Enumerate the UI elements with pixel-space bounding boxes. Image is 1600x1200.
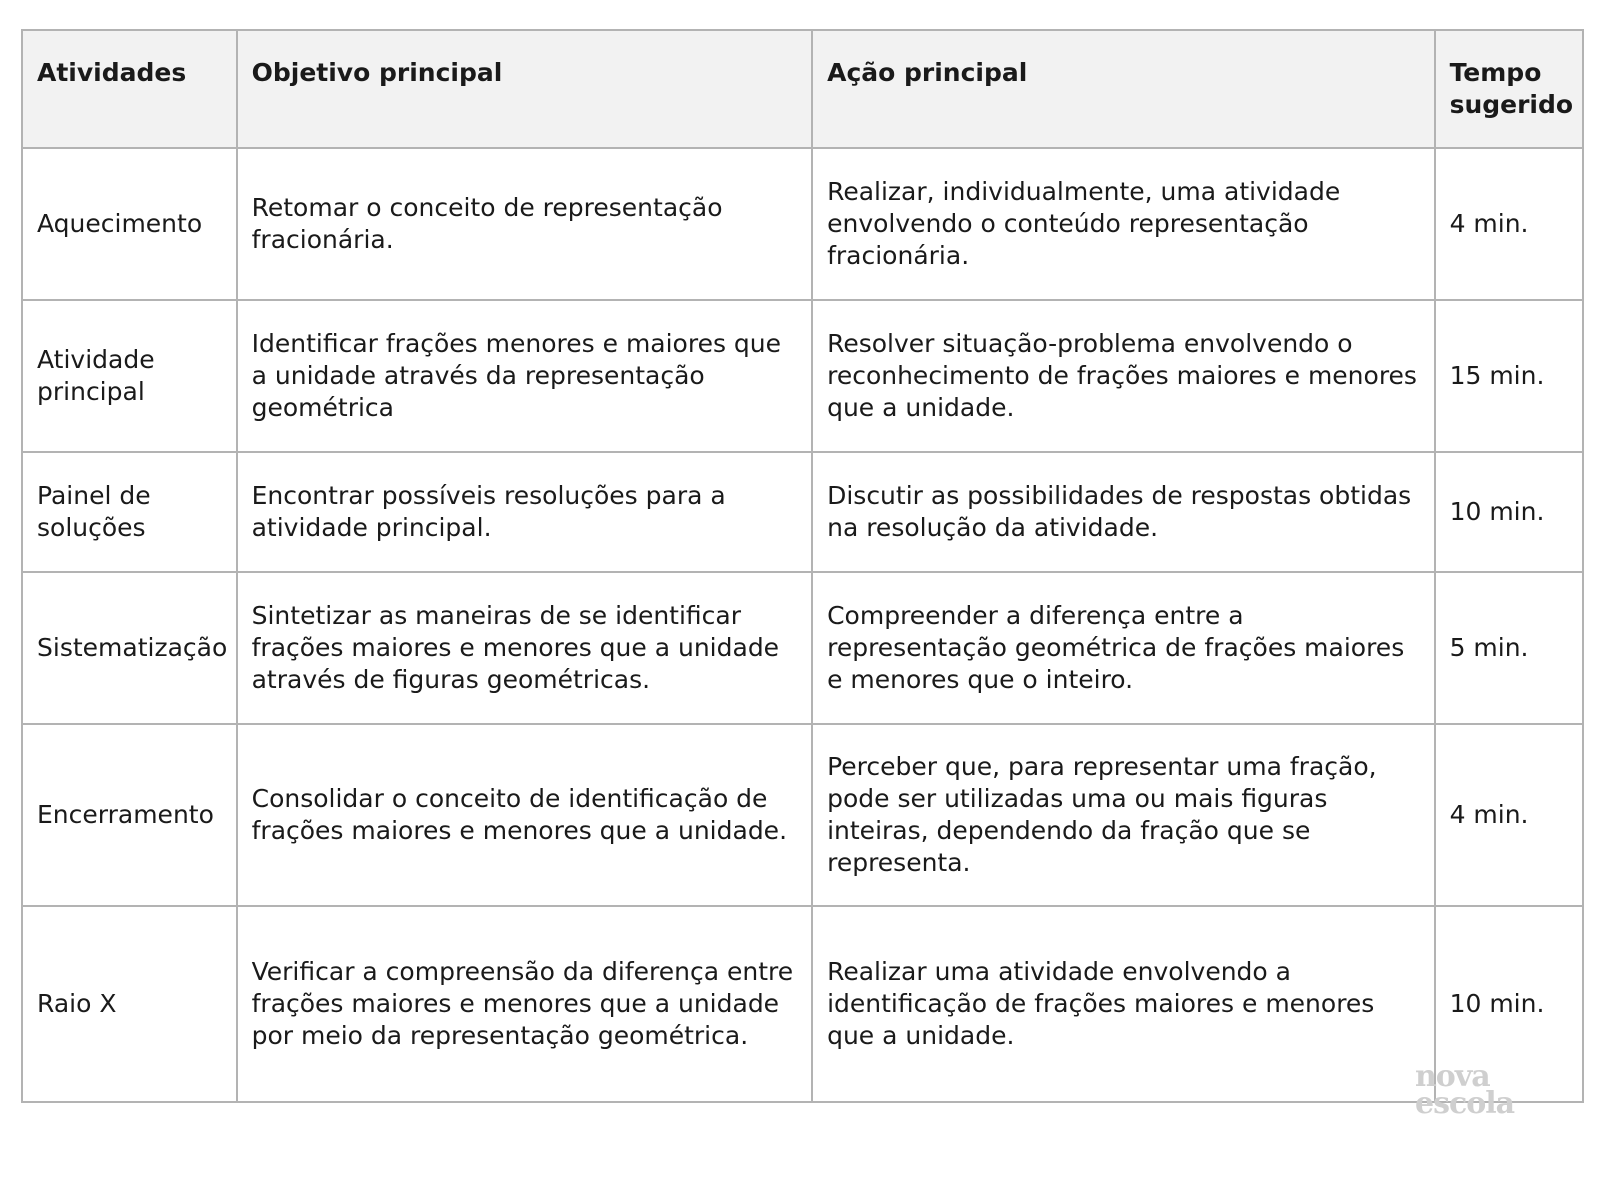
objective-cell: Consolidar o conceito de identificação de frações maiores e menores que a unidade.: [237, 724, 812, 906]
action-cell: Resolver situação-problema envolvendo o reconhecimento de frações maiores e menores que a unidade.: [812, 300, 1434, 452]
table-row: [22, 906, 1583, 1102]
action-cell: Perceber que, para representar uma fração, pode ser utilizadas uma ou mais figuras inteiras, dependendo da fração que se representa.: [812, 724, 1434, 906]
objective-cell: Identificar frações menores e maiores que a unidade através da representação geométrica: [237, 300, 812, 452]
action-cell: Compreender a diferença entre a representação geométrica de frações maiores e menores que o inteiro.: [812, 572, 1434, 724]
activity-cell: Atividade principal: [22, 300, 237, 452]
header-activities: Atividades: [22, 30, 237, 148]
header-row: [22, 30, 1583, 148]
header-objective: Objetivo principal: [237, 30, 812, 148]
table-body: [22, 148, 1583, 1102]
objective-cell: Encontrar possíveis resoluções para a atividade principal.: [237, 452, 812, 572]
action-cell: Realizar, individualmente, uma atividade envolvendo o conteúdo representação fracionária.: [812, 148, 1434, 300]
activity-cell: Encerramento: [22, 724, 237, 906]
table-row: [22, 300, 1583, 452]
activity-cell: Sistematização: [22, 572, 237, 724]
table-header: [22, 30, 1583, 148]
time-cell: 4 min.: [1435, 724, 1583, 906]
nova-escola-watermark-logo: [1415, 1059, 1515, 1121]
table-row: [22, 572, 1583, 724]
time-cell: 10 min.: [1435, 906, 1583, 1102]
activity-cell: Raio X: [22, 906, 237, 1102]
table-row: [22, 148, 1583, 300]
objective-cell: Verificar a compreensão da diferença entre frações maiores e menores que a unidade por meio da representação geométrica.: [237, 906, 812, 1102]
objective-cell: Retomar o conceito de representação fracionária.: [237, 148, 812, 300]
table-row: [22, 724, 1583, 906]
header-action: Ação principal: [812, 30, 1434, 148]
header-time: Tempo sugerido: [1435, 30, 1583, 148]
activity-cell: Painel de soluções: [22, 452, 237, 572]
objective-cell: Sintetizar as maneiras de se identificar frações maiores e menores que a unidade através de figuras geométricas.: [237, 572, 812, 724]
action-cell: Realizar uma atividade envolvendo a identificação de frações maiores e menores que a unidade.: [812, 906, 1434, 1102]
lesson-plan-table: [21, 29, 1584, 1103]
logo-line-2: escola: [1415, 1086, 1515, 1121]
logo-line-1: nova: [1415, 1059, 1490, 1094]
time-cell: 15 min.: [1435, 300, 1583, 452]
time-cell: 10 min.: [1435, 452, 1583, 572]
activity-cell: Aquecimento: [22, 148, 237, 300]
table-row: [22, 452, 1583, 572]
time-cell: 4 min.: [1435, 148, 1583, 300]
action-cell: Discutir as possibilidades de respostas obtidas na resolução da atividade.: [812, 452, 1434, 572]
time-cell: 5 min.: [1435, 572, 1583, 724]
